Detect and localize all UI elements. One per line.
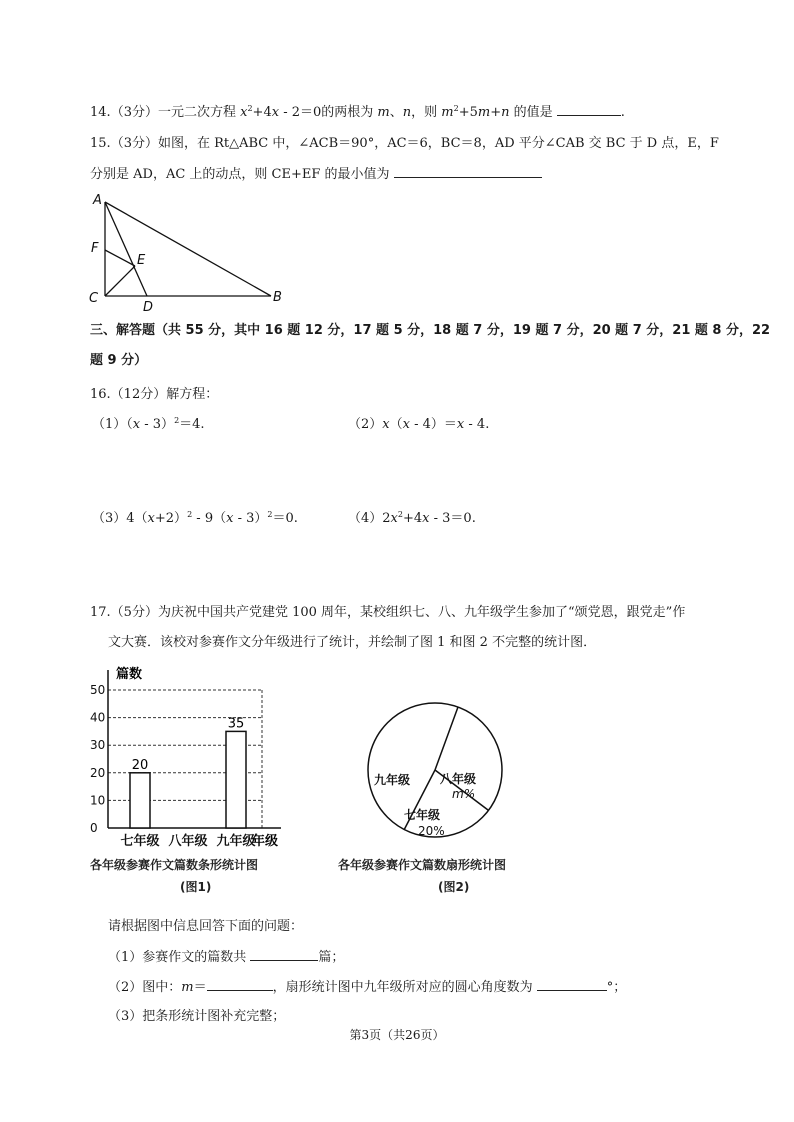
q17-text: （1）参赛作文的篇数共 <box>108 950 251 965</box>
q16-var: x <box>226 511 234 526</box>
question-15-line-2 <box>90 165 542 184</box>
q17-text: 17.（5分）为庆祝中国共产党建党 100 周年，某校组织七、八、九年级学生参加了“颂党恩，跟党走”作 <box>90 605 686 620</box>
label-D: D <box>143 300 154 315</box>
q14-var: n <box>402 105 412 120</box>
q14-text: 、 <box>389 105 403 120</box>
bar <box>130 773 150 828</box>
q16-var: x <box>422 511 430 526</box>
segment-AD <box>105 202 147 296</box>
q16-text: - 3） <box>233 511 268 526</box>
section-heading-cont <box>90 352 147 370</box>
question-17-line-2 <box>108 634 596 652</box>
answer-blank[interactable] <box>557 103 621 116</box>
section-heading-text: 题 9 分） <box>90 353 148 368</box>
y-tick-label: 30 <box>90 738 106 753</box>
q14-exp: 2 <box>453 104 459 113</box>
bar-chart <box>86 664 306 854</box>
q16-exp: 2 <box>174 416 180 425</box>
q17-text: （2）图中： <box>108 980 182 995</box>
answer-blank[interactable] <box>250 948 318 961</box>
q15-number: 15. <box>90 136 111 151</box>
q16-text: - 9（ <box>192 511 227 526</box>
section-heading-text: 三、解答题（共 55 分，其中 16 题 12 分，17 题 5 分，18 题 7 分，19 题 7 分，20 题 7 分，21 题 8 分，22 <box>90 323 771 338</box>
q16-part-4 <box>348 510 476 528</box>
y-tick-label: 40 <box>90 710 106 725</box>
pie-label-grade8: 八年级 <box>440 772 477 786</box>
q16-text: +4 <box>402 511 423 526</box>
segment-CE <box>105 266 135 296</box>
q17-text: ，扇形统计图中九年级所对应的圆心角度数为 <box>272 980 537 995</box>
q16-exp: 2 <box>397 510 403 519</box>
question-17-line-1 <box>90 604 685 622</box>
pie-value-grade8: m% <box>452 787 476 801</box>
q16-part-1 <box>92 416 205 434</box>
question-16 <box>90 386 218 404</box>
q16-text: （4）2 <box>348 511 391 526</box>
y-axis-label: 篇数 <box>116 667 143 682</box>
question-15-line-1 <box>90 135 719 153</box>
bar <box>226 731 246 828</box>
q16-var: x <box>456 417 465 432</box>
q14-text: ，则 <box>411 105 442 120</box>
q17-text: ＝ <box>193 980 207 995</box>
q14-exp: 2 <box>247 104 253 113</box>
q15-text: 如图，在 Rt△ABC 中，∠ACB＝90°，AC＝6，BC＝8，AD 平分∠CAB 交 BC 于 D 点，E，F <box>157 136 719 151</box>
q14-var: m <box>377 105 390 120</box>
q16-part-3 <box>92 510 298 528</box>
q17-sub-3 <box>108 1008 285 1026</box>
q16-var: x <box>382 417 390 432</box>
pie-chart <box>360 695 510 845</box>
q16-text: +2） <box>154 511 188 526</box>
q16-text: - 3） <box>140 417 175 432</box>
segment-AB <box>105 202 271 296</box>
pie-label-grade9: 九年级 <box>374 773 411 787</box>
label-F: F <box>91 241 99 256</box>
q16-exp: 2 <box>187 510 193 519</box>
q14-var: n <box>501 105 510 120</box>
q16-var: x <box>390 511 398 526</box>
q15-text: 分别是 AD，AC 上的动点，则 CE+EF 的最小值为 <box>90 167 394 182</box>
q14-text: +5 <box>458 105 478 120</box>
q16-exp: 2 <box>267 510 273 519</box>
q14-text: 一元二次方程 <box>157 105 241 120</box>
q16-part-2 <box>348 416 489 434</box>
y-tick-label: 20 <box>90 765 106 780</box>
q16-var: x <box>147 511 155 526</box>
q17-ask <box>108 918 303 936</box>
q17-var: m <box>181 980 194 995</box>
label-E: E <box>137 253 146 268</box>
q14-text: 的值是 <box>509 105 557 120</box>
q16-var: x <box>132 417 141 432</box>
q14-var: x <box>240 105 248 120</box>
q16-text: - 3＝0. <box>429 511 476 526</box>
q14-text: . <box>620 105 625 120</box>
q14-var: x <box>271 105 280 120</box>
pie-chart-caption: 各年级参赛作文篇数扇形统计图 <box>338 858 507 872</box>
q17-sub-1 <box>108 948 344 967</box>
x-tick-label: 八年级 <box>168 834 208 849</box>
q16-text: ＝0. <box>272 511 298 526</box>
q14-var: m <box>477 105 491 120</box>
answer-blank[interactable] <box>207 978 273 991</box>
q14-text: + <box>490 105 502 120</box>
q14-text: +4 <box>252 105 272 120</box>
label-C: C <box>89 291 99 306</box>
bar-value-label: 20 <box>131 757 149 773</box>
q17-text: 篇； <box>318 950 345 965</box>
q16-text: （2） <box>348 417 383 432</box>
label-A: A <box>93 193 102 208</box>
bar-value-label: 35 <box>227 716 245 732</box>
q17-text: 请根据图中信息回答下面的问题： <box>108 919 304 934</box>
q16-text: ＝4. <box>179 417 205 432</box>
q16-text: （3）4（ <box>92 511 148 526</box>
triangle-figure <box>85 190 295 315</box>
answer-blank[interactable] <box>537 978 607 991</box>
q16-text: - 4）＝ <box>409 417 457 432</box>
bar-chart-caption: 各年级参赛作文篇数条形统计图 <box>90 858 259 872</box>
x-tick-label: 七年级 <box>120 834 160 849</box>
x-tick-label: 九年级 <box>216 834 256 849</box>
pie-value-grade7: 20% <box>418 824 445 838</box>
q14-score: （3分） <box>110 105 158 120</box>
q15-score: （3分） <box>110 136 158 151</box>
pie-chart-fig-label: (图2) <box>438 880 470 894</box>
y-tick-label: 50 <box>90 683 106 697</box>
y-tick-label: 0 <box>90 821 98 835</box>
q16-text: （ <box>389 417 403 432</box>
q14-text: - 2＝0的两根为 <box>279 105 378 120</box>
q17-text: °； <box>606 980 627 995</box>
pie-label-grade7: 七年级 <box>404 808 441 822</box>
y-tick-label: 10 <box>90 793 106 808</box>
q16-text: - 4. <box>464 417 490 432</box>
answer-blank[interactable] <box>394 165 542 178</box>
q16-var: x <box>402 417 410 432</box>
section-heading <box>90 322 770 340</box>
q16-text: （1）（ <box>92 417 133 432</box>
page-footer: 第3页（共26页） <box>349 1028 445 1042</box>
q17-text: （3）把条形统计图补充完整； <box>108 1009 286 1024</box>
q17-text: 文大赛．该校对参赛作文分年级进行了统计，并绘制了图 1 和图 2 不完整的统计图． <box>108 635 597 650</box>
bar-chart-fig-label: (图1) <box>180 880 212 894</box>
q16-heading: 16.（12分）解方程： <box>90 387 219 402</box>
x-axis-label: 年级 <box>252 834 279 849</box>
label-B: B <box>273 290 282 305</box>
q17-sub-2 <box>108 978 626 997</box>
q14-number: 14. <box>90 105 111 120</box>
question-14 <box>90 103 625 122</box>
q14-var: m <box>441 105 454 120</box>
